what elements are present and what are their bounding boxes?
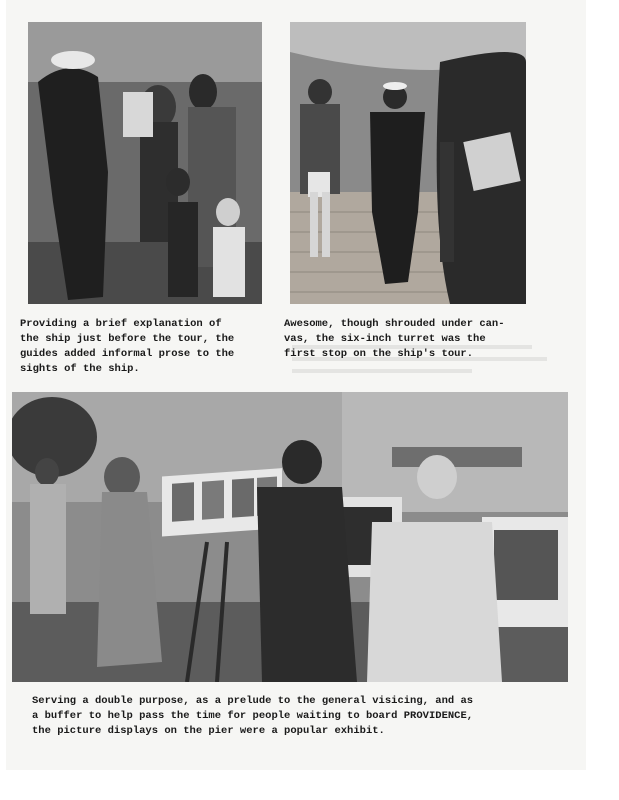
caption-guides: Providing a brief explanation of the ship just before the tour, the guides added informal prose to the sights of the ship. [20, 318, 235, 375]
photo-turret-under-canvas [290, 22, 526, 304]
caption-turret: Awesome, though shrouded under can- vas, the six-inch turret was the first stop on the ship's tour. [284, 318, 505, 360]
photo-pier-picture-displays [12, 392, 568, 682]
photo-guides-with-visitors [28, 22, 262, 304]
caption-pier-displays: Serving a double purpose, as a prelude to the general visicing, and as a buffer to help pass the time for people waiting to board PROVIDENCE, the picture displays on the pier were a popular exhibit. [32, 695, 474, 737]
